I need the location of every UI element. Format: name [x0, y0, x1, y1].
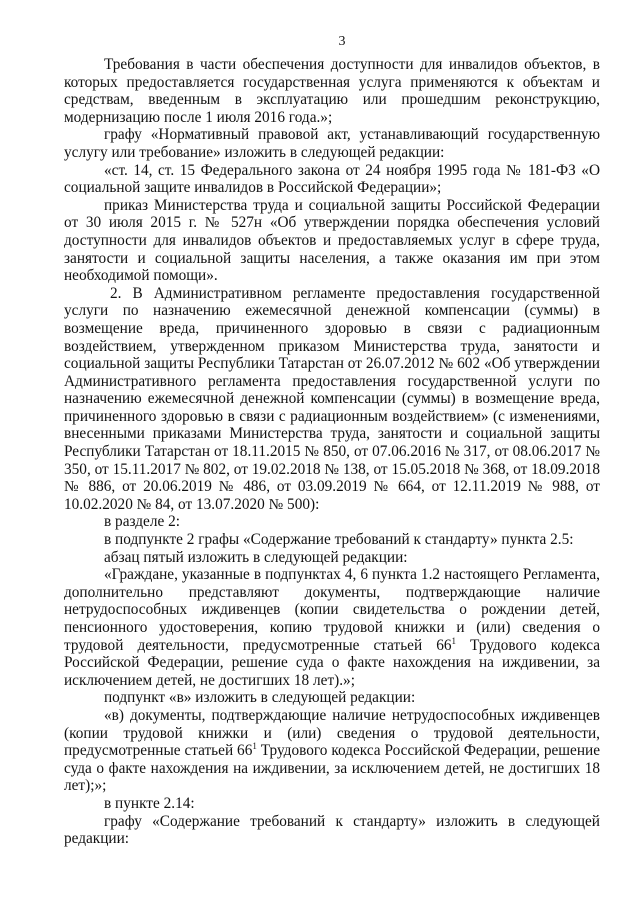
superscript: 1 — [451, 635, 456, 646]
paragraph-column-content: графу «Содержание требований к стандарту» изложить в следующей редакции: — [64, 812, 600, 848]
paragraph-documents-dependents — [64, 707, 600, 795]
paragraph-section-2: в разделе 2: — [104, 513, 180, 531]
superscript: 1 — [252, 741, 257, 752]
paragraph-item-2-regulation: 2. В Административном регламенте предоставления государственной услуги по назначению ежемесячной денежной компенсации (суммы) в возмещение вреда, причиненного здоровью в связи с радиационным воздействием, утвержденном приказом Министерства труда, занятости и социальной защиты Республики Татарстан от 26.07.2012 № 602 «Об утверждении Административного регламента предоставления государственной услуги по назначению ежемесячной денежной компенсации (суммы) в возмещение вреда, причиненного здоровью в связи с радиационным воздействием» (с изменениями, внесенными приказами Министерства труда, занятости и социальной защиты Республики Татарстан от 18.11.2015 № 850, от 07.06.2016 № 317, от 08.06.2017 № 350, от 15.11.2017 № 802, от 19.02.2018 № 138, от 15.05.2018 № 368, от 18.09.2018 № 886, от 20.06.2019 № 486, от 03.09.2019 № 664, от 12.11.2019 № 988, от 10.02.2020 № 84, от 13.07.2020 № 500): — [64, 284, 600, 513]
paragraph-citizens-documents — [64, 566, 600, 689]
paragraph-subitem-2: в подпункте 2 графы «Содержание требований к стандарту» пункта 2.5: — [104, 531, 574, 549]
text-run: «в) документы, подтверждающие наличие нетрудоспособных иждивенцев (копии трудовой книжки и (или) сведения о трудовой деятельности, предусмотренные статьей 66 — [64, 706, 600, 760]
text-run: Трудового кодекса Российской Федерации, решение суда о факте нахождения на иждивении, за исключением детей, не достигших 18 лет).»; — [64, 636, 600, 689]
paragraph-fifth-abzac: абзац пятый изложить в следующей редакции: — [104, 548, 408, 566]
paragraph-accessibility-requirements: Требования в части обеспечения доступности для инвалидов объектов, в которых предоставляется государственная услуга применяются к объектам и средствам, введенным в эксплуатацию или прошедшим реконструкцию, модернизацию после 1 июля 2016 года.»; — [64, 56, 600, 126]
text-run: Трудового кодекса Российской Федерации, решение суда о факте нахождения на иждивении, за исключением детей, не достигших 18 лет);»; — [64, 742, 600, 795]
paragraph-federal-law: «ст. 14, ст. 15 Федерального закона от 24 ноября 1995 года № 181-ФЗ «О социальной защите инвалидов в Российской Федерации»; — [64, 161, 600, 197]
paragraph-column-normative-act: графу «Нормативный правовой акт, устанавливающий государственную услугу или требование» изложить в следующей редакции: — [64, 126, 600, 161]
page-number: 3 — [338, 34, 346, 49]
text-run: «Граждане, указанные в подпунктах 4, 6 пункта 1.2 настоящего Регламента, дополнительно представляют документы, подтверждающие наличие нетрудоспособных иждивенцев (копии свидетельства о рождении детей, пенсионного удостоверения, копию трудовой книжки и (или) сведения о трудовой деятельности, предусмотренные статьей 66 — [64, 566, 600, 654]
paragraph-subitem-v: подпункт «в» изложить в следующей редакции: — [104, 689, 416, 707]
paragraph-item-2-14: в пункте 2.14: — [104, 794, 195, 812]
paragraph-ministry-order: приказ Министерства труда и социальной защиты Российской Федерации от 30 июля 2015 г. № 527н «Об утверждении порядка обеспечения условий доступности для инвалидов объектов и предоставляемых услуг в сфере труда, занятости и социальной защиты населения, а также оказания им при этом необходимой помощи». — [64, 196, 600, 285]
document-body — [64, 56, 600, 848]
